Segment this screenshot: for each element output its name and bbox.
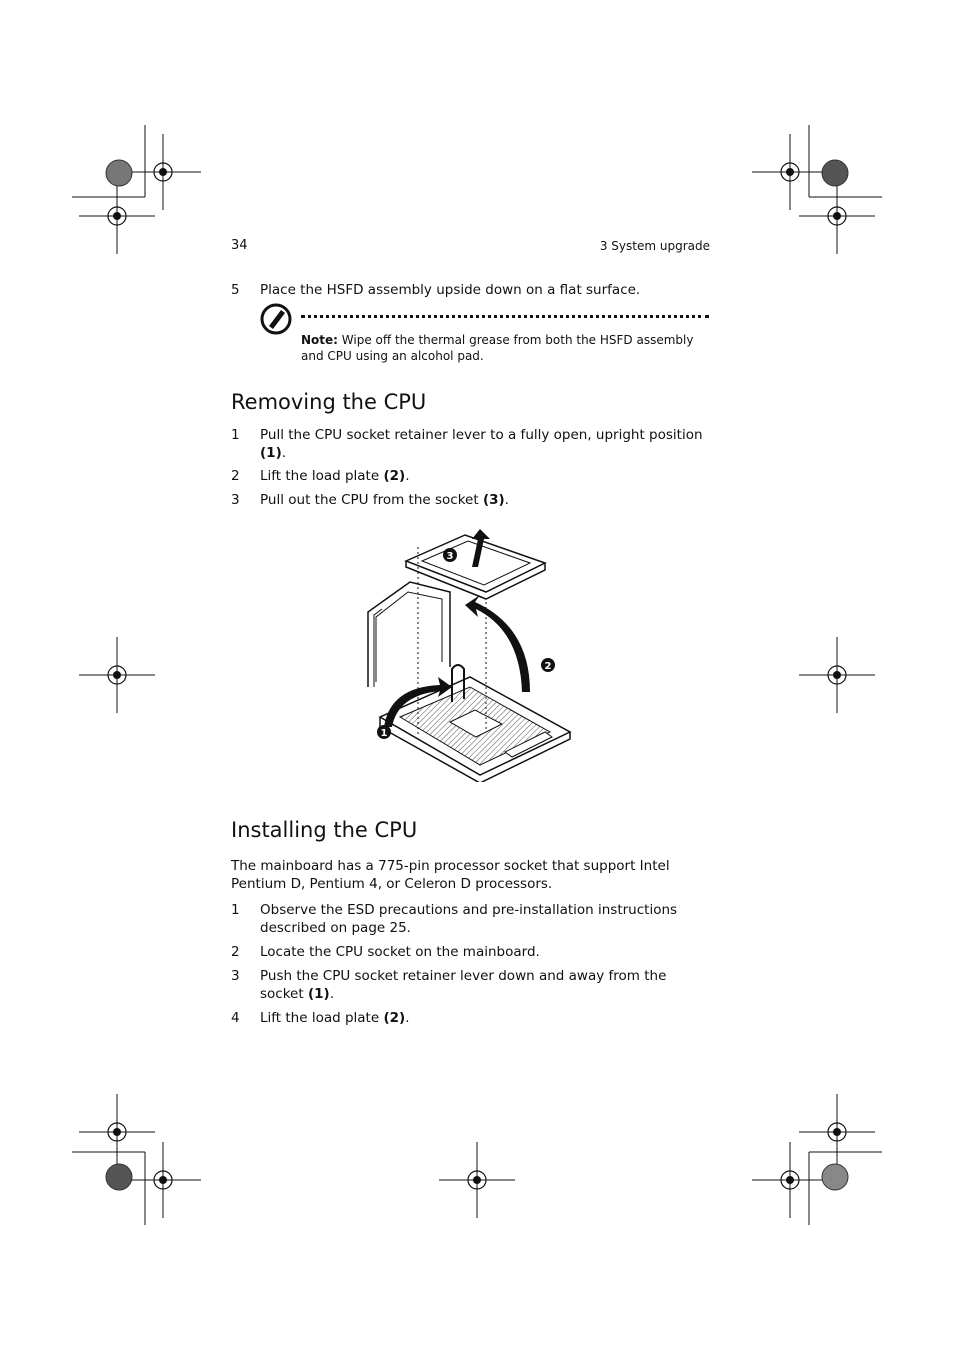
cpu-socket-illustration <box>360 527 580 782</box>
callout-badge <box>541 658 555 672</box>
callout-label: 1 <box>380 728 388 739</box>
step-number: 1 <box>231 427 240 443</box>
step-text: Place the HSFD assembly upside down on a flat surface. <box>260 282 641 298</box>
step-ref: (2) <box>383 1010 406 1026</box>
running-head: 3 System upgrade <box>599 239 710 253</box>
step-body: Locate the CPU socket on the mainboard. <box>260 944 540 960</box>
registration-mark-icon <box>752 125 882 254</box>
step-end: . <box>329 986 334 1002</box>
step-ref: (3) <box>482 492 505 508</box>
step-body: Pull out the CPU from the socket <box>260 492 483 508</box>
step-end: . <box>504 492 509 508</box>
step-number: 3 <box>231 968 240 984</box>
intro-paragraph: The mainboard has a 775-pin processor socket that support Intel Pentium D, Pentium 4, or Celeron D processors. <box>231 858 670 892</box>
step-end: . <box>405 1010 410 1026</box>
step-number: 1 <box>231 902 240 918</box>
step-end: . <box>405 468 410 484</box>
registration-mark-icon <box>72 125 201 254</box>
callout-badge <box>443 548 457 562</box>
step-end: . <box>281 445 287 461</box>
note-divider <box>301 315 709 318</box>
step-number: 2 <box>231 468 240 484</box>
note-text <box>301 332 711 364</box>
step-body: Observe the ESD precautions and pre-installation instructions described on page 25. <box>260 902 678 936</box>
registration-mark-icon <box>72 1094 201 1225</box>
section-heading: Installing the CPU <box>231 818 418 842</box>
curved-arrow-icon <box>465 595 530 692</box>
step-ref: (1) <box>260 445 282 461</box>
step-number: 3 <box>231 492 240 508</box>
step-number: 5 <box>231 282 240 298</box>
step-text <box>260 1009 711 1027</box>
registration-mark-icon <box>79 637 155 713</box>
section-heading: Removing the CPU <box>231 390 427 414</box>
registration-mark-icon <box>799 637 875 713</box>
step-body: Pull the CPU socket retainer lever to a fully open, upright position <box>260 427 703 443</box>
step-text <box>260 467 711 485</box>
step-text <box>260 491 711 509</box>
step-number: 2 <box>231 944 240 960</box>
registration-mark-icon <box>439 1142 515 1218</box>
registration-mark-icon <box>752 1094 882 1225</box>
step-text <box>260 943 711 961</box>
page-number: 34 <box>231 238 248 253</box>
callout-label: 3 <box>446 551 454 562</box>
callout-label: 2 <box>544 661 552 672</box>
note-pen-icon <box>259 302 293 336</box>
step-body: Lift the load plate <box>260 468 384 484</box>
step-body: Lift the load plate <box>260 1010 384 1026</box>
step-text <box>260 426 711 462</box>
note-body: Wipe off the thermal grease from both the HSFD assembly and CPU using an alcohol pad. <box>301 333 694 363</box>
step-text <box>260 967 711 1003</box>
load-plate-icon <box>368 582 450 687</box>
step-number: 4 <box>231 1010 240 1026</box>
note-label: Note: <box>301 333 338 347</box>
step-ref: (1) <box>307 986 330 1002</box>
callout-badge <box>377 725 391 739</box>
step-ref: (2) <box>383 468 406 484</box>
step-text <box>260 901 711 937</box>
step-body: Push the CPU socket retainer lever down and away from the socket <box>260 968 667 1002</box>
